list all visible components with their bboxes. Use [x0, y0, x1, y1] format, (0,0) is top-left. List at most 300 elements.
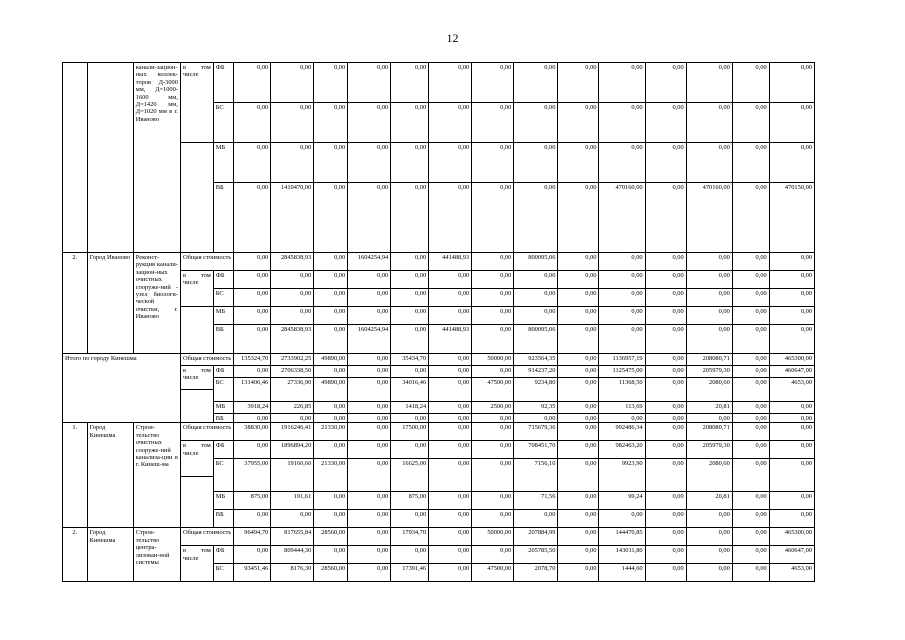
- table-cell: 11368,50: [599, 378, 645, 402]
- table-cell: 0,00: [558, 143, 599, 183]
- table-cell: 0,00: [645, 271, 686, 289]
- table-cell: 0,00: [391, 183, 429, 253]
- table-cell: 0,00: [732, 366, 769, 378]
- table-cell: 0,00: [769, 143, 814, 183]
- table-cell: 0,00: [234, 183, 271, 253]
- table-cell: 0,00: [645, 253, 686, 271]
- table-cell: 0,00: [514, 510, 558, 528]
- table-cell: 0,00: [645, 378, 686, 402]
- table-cell: 0,00: [314, 546, 348, 564]
- table-cell: 0,00: [645, 63, 686, 103]
- table-cell: 0,00: [472, 307, 514, 325]
- table-cell: 0,00: [732, 378, 769, 402]
- table-cell: 0,00: [429, 103, 472, 143]
- table-cell: 0,00: [686, 63, 732, 103]
- table-cell: 0,00: [271, 63, 314, 103]
- table-cell: 0,00: [558, 271, 599, 289]
- table-cell: 0,00: [391, 510, 429, 528]
- table-cell: 2733902,25: [271, 354, 314, 366]
- table-cell: 0,00: [391, 103, 429, 143]
- table-cell: 0,00: [429, 423, 472, 441]
- table-cell: 47500,00: [472, 378, 514, 402]
- table-cell: 0,00: [645, 492, 686, 510]
- table-cell: 0,00: [732, 307, 769, 325]
- table-cell: 0,00: [732, 459, 769, 492]
- table-cell: 0,00: [514, 307, 558, 325]
- table-cell: 20,81: [686, 402, 732, 414]
- table-cell: 0,00: [429, 271, 472, 289]
- table-cell: БС: [213, 289, 234, 307]
- table-cell: 0,00: [558, 354, 599, 366]
- table-cell: 0,00: [769, 492, 814, 510]
- table-cell: 0,00: [514, 414, 558, 423]
- table-cell: 0,00: [769, 325, 814, 354]
- table-cell: 16625,00: [391, 459, 429, 492]
- table-cell: 0,00: [558, 183, 599, 253]
- table-cell: [180, 477, 213, 528]
- table-cell: 93451,46: [234, 564, 271, 582]
- table-cell: 0,00: [769, 414, 814, 423]
- table-cell: 0,00: [558, 423, 599, 441]
- table-cell: 8176,30: [271, 564, 314, 582]
- table-row: [63, 63, 815, 83]
- table-cell: 0,00: [732, 103, 769, 143]
- table-cell: 0,00: [558, 492, 599, 510]
- table-cell: [87, 63, 133, 253]
- table-cell: Общая стоимость: [180, 528, 233, 546]
- table-cell: 191,61: [271, 492, 314, 510]
- table-cell: 0,00: [348, 528, 391, 546]
- table-cell: 0,00: [558, 441, 599, 459]
- table-cell: 0,00: [769, 423, 814, 441]
- budget-table: [62, 62, 815, 582]
- table-cell: 0,00: [271, 414, 314, 423]
- table-cell: 0,00: [558, 402, 599, 414]
- table-cell: в том числе: [180, 63, 213, 143]
- table-cell: 0,00: [348, 366, 391, 378]
- table-cell: 9923,90: [599, 459, 645, 492]
- table-cell: 0,00: [769, 253, 814, 271]
- table-cell: 0,00: [514, 103, 558, 143]
- table-cell: 0,00: [391, 253, 429, 271]
- table-row: [63, 423, 815, 441]
- table-cell: 0,00: [348, 510, 391, 528]
- table-cell: 0,00: [348, 414, 391, 423]
- table-cell: 992486,34: [599, 423, 645, 441]
- table-cell: 0,00: [686, 546, 732, 564]
- table-cell: 0,00: [348, 441, 391, 459]
- table-body: [63, 63, 815, 582]
- table-cell: МБ: [213, 492, 234, 510]
- table-cell: 0,00: [348, 402, 391, 414]
- table-cell: 1410470,00: [271, 183, 314, 253]
- table-cell: 0,00: [599, 253, 645, 271]
- table-cell: БС: [213, 378, 234, 402]
- table-cell: 0,00: [391, 546, 429, 564]
- table-cell: 50000,00: [472, 354, 514, 366]
- table-cell: 2500,00: [472, 402, 514, 414]
- table-cell: 1444,60: [599, 564, 645, 582]
- table-cell: 0,00: [234, 63, 271, 103]
- table-cell: 0,00: [472, 271, 514, 289]
- table-cell: 113,69: [599, 402, 645, 414]
- table-cell: 0,00: [686, 510, 732, 528]
- table-cell: 2706338,50: [271, 366, 314, 378]
- table-cell: 0,00: [348, 492, 391, 510]
- table-cell: 0,00: [599, 271, 645, 289]
- table-cell: 0,00: [472, 143, 514, 183]
- table-cell: 0,00: [686, 143, 732, 183]
- table-cell: 38830,00: [234, 423, 271, 441]
- table-cell: 0,00: [271, 143, 314, 183]
- table-cell: 0,00: [429, 307, 472, 325]
- table-row: [63, 354, 815, 366]
- table-cell: 0,00: [429, 492, 472, 510]
- table-cell: 875,00: [391, 492, 429, 510]
- table-cell: 0,00: [686, 564, 732, 582]
- table-cell: 0,00: [732, 414, 769, 423]
- table-cell: 0,00: [645, 366, 686, 378]
- table-cell: 92,35: [514, 402, 558, 414]
- table-cell: 0,00: [769, 63, 814, 103]
- table-cell: 0,00: [732, 402, 769, 414]
- table-cell: Строи-тельство очистных сооруже-ний канализа-ции в г. Кинеш-ма: [133, 423, 180, 528]
- table-cell: 0,00: [472, 510, 514, 528]
- table-cell: в том числе: [180, 441, 213, 477]
- table-cell: 0,00: [769, 271, 814, 289]
- table-cell: 0,00: [348, 564, 391, 582]
- table-cell: 0,00: [645, 143, 686, 183]
- table-cell: 0,00: [732, 354, 769, 366]
- table-cell: 0,00: [429, 143, 472, 183]
- table-cell: 0,00: [348, 271, 391, 289]
- table-cell: 0,00: [391, 143, 429, 183]
- table-cell: 35434,70: [391, 354, 429, 366]
- table-cell: 17500,00: [391, 423, 429, 441]
- table-cell: 37955,00: [234, 459, 271, 492]
- table-cell: 0,00: [348, 183, 391, 253]
- table-cell: 0,00: [558, 103, 599, 143]
- table-cell: 0,00: [348, 307, 391, 325]
- table-cell: 914237,20: [514, 366, 558, 378]
- table-cell: 0,00: [558, 253, 599, 271]
- table-cell: 0,00: [429, 366, 472, 378]
- table-cell: 0,00: [429, 459, 472, 492]
- table-row: [63, 253, 815, 271]
- table-cell: 0,00: [472, 366, 514, 378]
- table-cell: 0,00: [645, 564, 686, 582]
- table-cell: 0,00: [234, 325, 271, 354]
- table-cell: 0,00: [348, 459, 391, 492]
- table-cell: 0,00: [314, 183, 348, 253]
- table-cell: 0,00: [472, 492, 514, 510]
- table-cell: 0,00: [234, 366, 271, 378]
- table-cell: МБ: [213, 402, 234, 414]
- table-cell: ВБ: [213, 183, 234, 253]
- table-cell: 0,00: [314, 492, 348, 510]
- table-cell: 0,00: [348, 289, 391, 307]
- table-cell: 0,00: [234, 414, 271, 423]
- table-cell: 0,00: [645, 103, 686, 143]
- table-cell: 0,00: [769, 459, 814, 492]
- table-cell: 0,00: [599, 307, 645, 325]
- table-cell: 4653,00: [769, 564, 814, 582]
- table-cell: 809444,30: [271, 546, 314, 564]
- table-cell: 0,00: [599, 510, 645, 528]
- table-cell: 0,00: [314, 271, 348, 289]
- table-cell: МБ: [213, 143, 234, 183]
- table-cell: 0,00: [686, 103, 732, 143]
- table-cell: 1125475,00: [599, 366, 645, 378]
- table-cell: 0,00: [472, 423, 514, 441]
- table-cell: Реконст-рукция канали-зацион-ных очистных сооруже-ний - узел биологи-ческой очистки, г. Иваново: [133, 253, 180, 354]
- table-cell: 0,00: [558, 307, 599, 325]
- table-cell: 0,00: [271, 510, 314, 528]
- table-cell: 135324,70: [234, 354, 271, 366]
- table-cell: 0,00: [472, 325, 514, 354]
- table-cell: Город Иваново: [87, 253, 133, 354]
- table-cell: 0,00: [271, 307, 314, 325]
- table-cell: 19160,60: [271, 459, 314, 492]
- table-cell: в том числе: [180, 366, 213, 390]
- table-cell: 0,00: [732, 528, 769, 546]
- table-cell: 99,24: [599, 492, 645, 510]
- table-cell: 143011,80: [599, 546, 645, 564]
- table-cell: 470150,00: [769, 183, 814, 253]
- table-cell: 208080,71: [686, 423, 732, 441]
- table-cell: 0,00: [686, 307, 732, 325]
- table-cell: 205979,30: [686, 441, 732, 459]
- table-cell: 0,00: [599, 325, 645, 354]
- table-cell: 0,00: [732, 564, 769, 582]
- table-cell: 207884,99: [514, 528, 558, 546]
- table-cell: 0,00: [314, 63, 348, 103]
- table-cell: 0,00: [558, 564, 599, 582]
- table-cell: 1896894,20: [271, 441, 314, 459]
- table-cell: 0,00: [645, 546, 686, 564]
- table-cell: 1136957,19: [599, 354, 645, 366]
- table-cell: канали-зацион-ных коллек-торов Д-3000 мм, Д=1000-1600 мм, Д=1420 мм, Д=1020 мм в г. Иваново: [133, 63, 180, 253]
- table-cell: 0,00: [769, 510, 814, 528]
- table-cell: [180, 390, 213, 423]
- table-cell: 2078,70: [514, 564, 558, 582]
- table-cell: 0,00: [429, 528, 472, 546]
- table-cell: 0,00: [514, 143, 558, 183]
- table-cell: 0,00: [314, 325, 348, 354]
- table-cell: 0,00: [271, 103, 314, 143]
- table-cell: 50000,00: [472, 528, 514, 546]
- table-cell: МБ: [213, 307, 234, 325]
- table-cell: 0,00: [234, 510, 271, 528]
- table-cell: ФБ: [213, 63, 234, 103]
- table-cell: 817655,84: [271, 528, 314, 546]
- table-cell: 0,00: [732, 271, 769, 289]
- table-cell: 1604254,94: [348, 253, 391, 271]
- table-cell: 0,00: [429, 354, 472, 366]
- table-cell: 0,00: [732, 510, 769, 528]
- table-cell: 0,00: [769, 289, 814, 307]
- table-cell: 875,00: [234, 492, 271, 510]
- table-cell: БС: [213, 564, 234, 582]
- table-cell: ВБ: [213, 325, 234, 354]
- table-cell: 2845838,93: [271, 253, 314, 271]
- table-cell: ФБ: [213, 441, 234, 459]
- table-cell: 0,00: [732, 325, 769, 354]
- table-cell: 0,00: [645, 414, 686, 423]
- table-cell: 1604254,94: [348, 325, 391, 354]
- table-cell: 0,00: [271, 271, 314, 289]
- table-cell: 0,00: [558, 414, 599, 423]
- table-cell: 2.: [63, 528, 88, 582]
- table-cell: 0,00: [732, 441, 769, 459]
- table-cell: 0,00: [391, 414, 429, 423]
- table-cell: ФБ: [213, 366, 234, 378]
- table-cell: 0,00: [314, 307, 348, 325]
- table-cell: 0,00: [234, 103, 271, 143]
- table-cell: в том числе: [180, 546, 213, 582]
- table-cell: 4653,00: [769, 378, 814, 402]
- table-cell: 0,00: [472, 63, 514, 103]
- table-cell: 0,00: [271, 289, 314, 307]
- table-cell: 0,00: [314, 253, 348, 271]
- table-cell: 47500,00: [472, 564, 514, 582]
- table-cell: ФБ: [213, 271, 234, 289]
- table-cell: 0,00: [645, 289, 686, 307]
- table-cell: 0,00: [472, 103, 514, 143]
- table-cell: [63, 63, 88, 253]
- table-row: [63, 528, 815, 546]
- table-cell: 0,00: [645, 423, 686, 441]
- table-cell: 1.: [63, 423, 88, 528]
- table-cell: 0,00: [732, 492, 769, 510]
- table-cell: 0,00: [314, 402, 348, 414]
- table-cell: 0,00: [558, 528, 599, 546]
- table-cell: 800095,06: [514, 325, 558, 354]
- table-cell: 0,00: [314, 414, 348, 423]
- table-cell: 96494,70: [234, 528, 271, 546]
- table-cell: 460647,00: [769, 546, 814, 564]
- table-cell: 0,00: [234, 307, 271, 325]
- table-cell: 0,00: [472, 546, 514, 564]
- table-cell: 0,00: [234, 441, 271, 459]
- table-cell: 0,00: [348, 546, 391, 564]
- table-cell: 0,00: [645, 528, 686, 546]
- table-cell: БС: [213, 459, 234, 492]
- table-cell: 0,00: [732, 183, 769, 253]
- table-cell: 0,00: [391, 366, 429, 378]
- table-cell: 2.: [63, 253, 88, 354]
- table-cell: 49890,00: [314, 354, 348, 366]
- table-cell: 0,00: [558, 289, 599, 307]
- table-cell: 0,00: [645, 183, 686, 253]
- table-cell: 0,00: [732, 423, 769, 441]
- table-cell: 0,00: [391, 271, 429, 289]
- table-cell: 0,00: [558, 378, 599, 402]
- table-cell: 0,00: [472, 414, 514, 423]
- table-cell: 0,00: [732, 289, 769, 307]
- table-cell: 0,00: [732, 143, 769, 183]
- table-cell: 2080,60: [686, 459, 732, 492]
- table-cell: 2845838,93: [271, 325, 314, 354]
- table-cell: 0,00: [599, 143, 645, 183]
- table-cell: 0,00: [514, 271, 558, 289]
- table-cell: 28560,00: [314, 528, 348, 546]
- table-cell: 0,00: [429, 289, 472, 307]
- table-cell: 0,00: [645, 402, 686, 414]
- table-cell: в том числе: [180, 271, 213, 307]
- table-cell: 0,00: [234, 253, 271, 271]
- table-cell: 27336,90: [271, 378, 314, 402]
- table-cell: 17934,70: [391, 528, 429, 546]
- table-cell: 2080,60: [686, 378, 732, 402]
- table-cell: Общая стоимость: [180, 253, 233, 271]
- table-cell: 0,00: [645, 510, 686, 528]
- table-cell: 470160,00: [686, 183, 732, 253]
- table-cell: 3918,24: [234, 402, 271, 414]
- table-cell: Город Кинешма: [87, 528, 133, 582]
- table-cell: 28560,00: [314, 564, 348, 582]
- table-cell: ВБ: [213, 414, 234, 423]
- table-cell: 982463,20: [599, 441, 645, 459]
- table-cell: 923564,35: [514, 354, 558, 366]
- table-cell: 0,00: [429, 378, 472, 402]
- table-cell: 0,00: [314, 143, 348, 183]
- table-cell: [180, 307, 213, 354]
- table-cell: 0,00: [686, 289, 732, 307]
- table-cell: 708451,70: [514, 441, 558, 459]
- table-cell: 34016,46: [391, 378, 429, 402]
- table-cell: 465300,00: [769, 354, 814, 366]
- table-cell: 0,00: [234, 546, 271, 564]
- table-cell: 0,00: [391, 441, 429, 459]
- table-cell: 0,00: [314, 103, 348, 143]
- table-cell: 0,00: [348, 103, 391, 143]
- table-cell: 0,00: [686, 414, 732, 423]
- table-cell: 0,00: [472, 441, 514, 459]
- table-cell: 0,00: [599, 63, 645, 103]
- table-cell: 131406,46: [234, 378, 271, 402]
- table-cell: 0,00: [348, 354, 391, 366]
- table-cell: 144470,85: [599, 528, 645, 546]
- table-cell: 0,00: [314, 289, 348, 307]
- table-cell: Общая стоимость: [180, 423, 233, 441]
- table-cell: 0,00: [645, 307, 686, 325]
- table-cell: ФБ: [213, 546, 234, 564]
- table-cell: 20,81: [686, 492, 732, 510]
- table-cell: 0,00: [732, 253, 769, 271]
- table-cell: 49890,00: [314, 378, 348, 402]
- table-cell: 465300,00: [769, 528, 814, 546]
- table-cell: 460647,00: [769, 366, 814, 378]
- table-cell: Общая стоимость: [180, 354, 233, 366]
- table-cell: 21330,00: [314, 459, 348, 492]
- table-cell: 0,00: [645, 354, 686, 366]
- table-cell: 9234,80: [514, 378, 558, 402]
- table-cell: 441488,93: [429, 253, 472, 271]
- table-cell: 0,00: [314, 441, 348, 459]
- table-cell: 0,00: [645, 459, 686, 492]
- table-cell: 441488,93: [429, 325, 472, 354]
- table-cell: 0,00: [558, 366, 599, 378]
- table-cell: 0,00: [599, 103, 645, 143]
- table-cell: 0,00: [234, 143, 271, 183]
- table-cell: 0,00: [472, 289, 514, 307]
- table-cell: Город Кинешма: [87, 423, 133, 528]
- table-cell: 0,00: [472, 459, 514, 492]
- table-cell: 0,00: [686, 271, 732, 289]
- table-cell: 0,00: [514, 63, 558, 103]
- table-cell: 7156,10: [514, 459, 558, 492]
